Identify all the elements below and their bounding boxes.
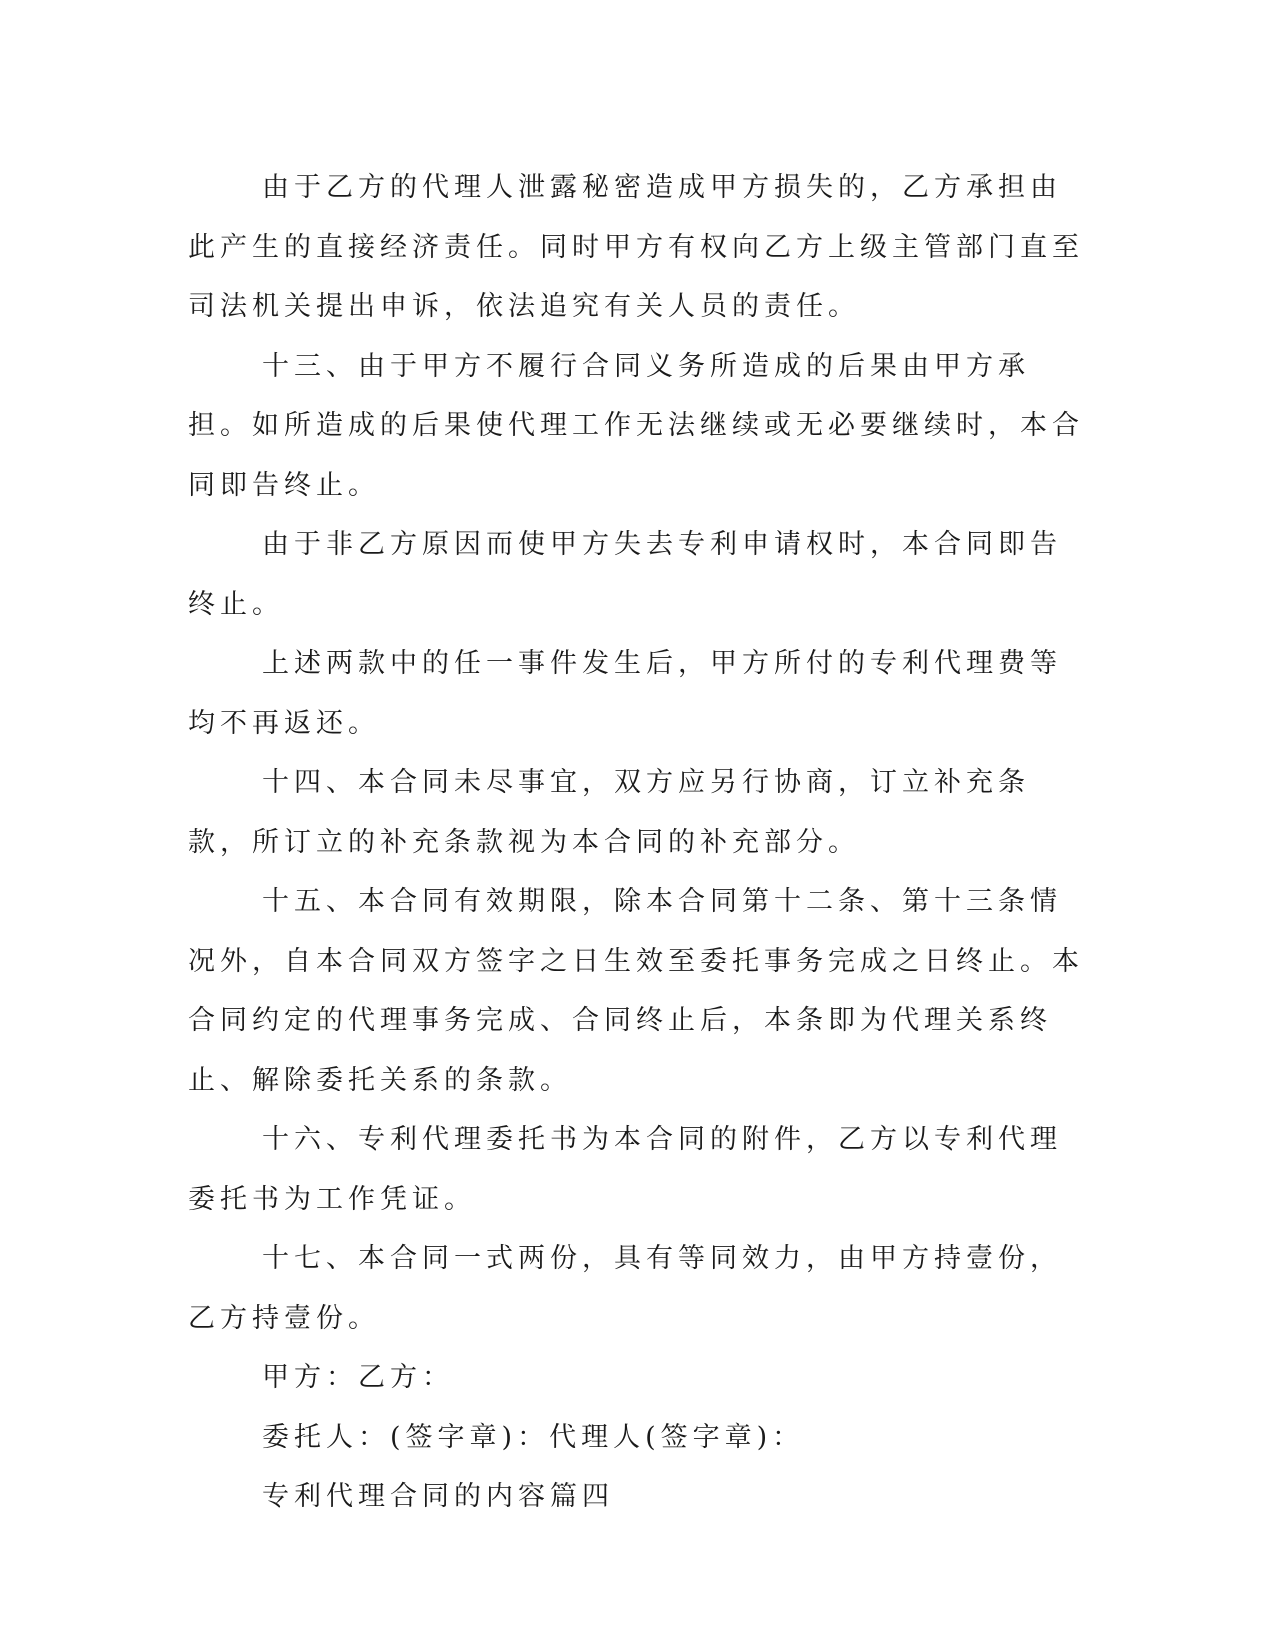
signature-agents: 委托人：(签字章)：代理人(签字章)：	[262, 1421, 805, 1453]
signature-parties: 甲方：乙方：	[262, 1362, 454, 1393]
paragraph-no-refund: 上述两款中的任一事件发生后，甲方所付的专利代理费等均不再返还。	[188, 648, 1062, 739]
paragraph-clause-17: 十七、本合同一式两份，具有等同效力，由甲方持壹份，乙方持壹份。	[188, 1243, 1062, 1334]
paragraph-clause-16: 十六、专利代理委托书为本合同的附件，乙方以专利代理委托书为工作凭证。	[188, 1124, 1062, 1215]
paragraph-clause-14: 十四、本合同未尽事宜，双方应另行协商，订立补充条款，所订立的补充条款视为本合同的补充部分。	[188, 767, 1030, 858]
paragraph-clause-13: 十三、由于甲方不履行合同义务所造成的后果由甲方承担。如所造成的后果使代理工作无法继续或无必要继续时，本合同即告终止。	[188, 350, 1084, 501]
paragraph-loss-of-right: 由于非乙方原因而使甲方失去专利申请权时，本合同即告终止。	[188, 529, 1062, 620]
paragraph-confidentiality-liability: 由于乙方的代理人泄露秘密造成甲方损失的，乙方承担由此产生的直接经济责任。同时甲方有权向乙方上级主管部门直至司法机关提出申诉，依法追究有关人员的责任。	[188, 172, 1084, 322]
section-heading-part-four: 专利代理合同的内容篇四	[262, 1481, 614, 1512]
paragraph-clause-15: 十五、本合同有效期限，除本合同第十二条、第十三条情况外，自本合同双方签字之日生效至委托事务完成之日终止。本合同约定的代理事务完成、合同终止后，本条即为代理关系终止、解除委托关系的条款。	[188, 886, 1084, 1096]
document-body	[188, 158, 1088, 1527]
